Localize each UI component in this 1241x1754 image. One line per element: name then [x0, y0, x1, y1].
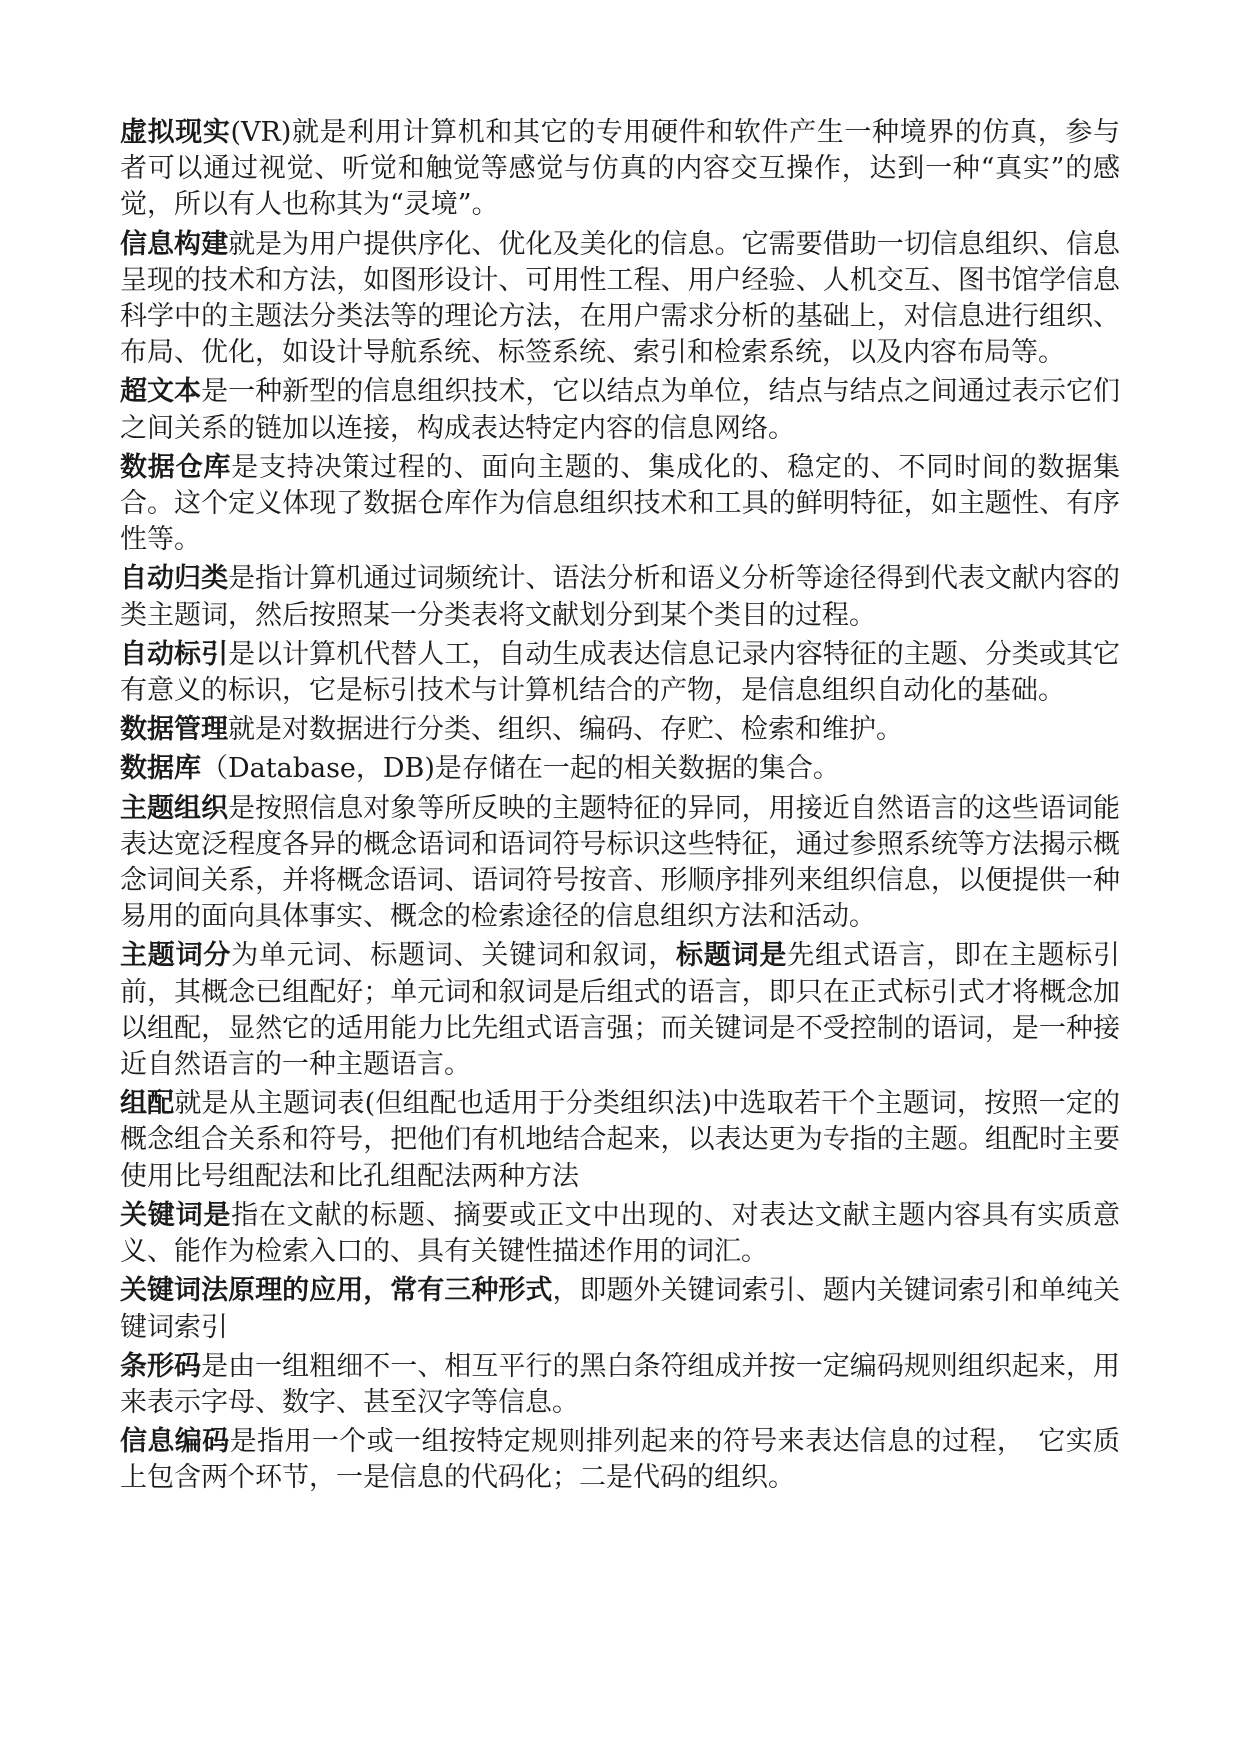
entry-auto-classification	[120, 561, 1120, 633]
term: 数据库	[120, 753, 201, 785]
term: 主题组织	[120, 792, 229, 824]
definition: 就是对数据进行分类、组织、编码、存贮、检索和维护。	[228, 714, 903, 746]
definition: 是一种新型的信息组织技术，它以结点为单位，结点与结点之间通过表示它们之间关系的链加以连接，构成表达特定内容的信息网络。	[120, 376, 1121, 444]
definition: 是按照信息对象等所反映的主题特征的异同，用接近自然语言的这些语词能表达宽泛程度各异的概念语词和语词符号标识这些特征，通过参照系统等方法揭示概念词间关系，并将概念语词、语词符号按音、形顺序排列来组织信息，以便提供一种易用的面向具体事实、概念的检索途径的信息组织方法和活动。	[120, 792, 1121, 933]
entry-subject-organization	[120, 791, 1120, 936]
term: 关键词是	[120, 1199, 232, 1231]
definition: 先组式语言，即在主题标引前，其概念已组配好；单元词和叙词是后组式的语言，即只在正式标引式才将概念加以组配，显然它的适用能力比先组式语言强；而关键词是不受控制的语词，是一种接近自然语言的一种主题语言。	[120, 940, 1121, 1081]
term: 虚拟现实	[120, 117, 231, 148]
definition: ，即题外关键词索引、题内关键词索引和单纯关键词索引	[120, 1275, 1121, 1343]
definition: 指在文献的标题、摘要或正文中出现的、对表达文献主题内容具有实质意义、能作为检索入口的、具有关键性描述作用的词汇。	[120, 1199, 1121, 1268]
term: 信息编码	[120, 1426, 230, 1458]
definition: 就是为用户提供序化、优化及美化的信息。它需要借助一切信息组织、信息呈现的技术和方法，如图形设计、可用性工程、用户经验、人机交互、图书馆学信息科学中的主题法分类法等的理论方法，在用户需求分析的基础上，对信息进行组织、布局、优化，如设计导航系统、标签系统、索引和检索系统，以及内容布局等。	[120, 228, 1121, 369]
entry-database	[120, 751, 1120, 787]
entry-data-warehouse	[120, 450, 1120, 559]
term: 主题词分	[120, 940, 232, 972]
term: 信息构建	[120, 228, 229, 260]
definition: 是由一组粗细不一、相互平行的黑白条符组成并按一定编码规则组织起来，用来表示字母、数字、甚至汉字等信息。	[120, 1350, 1121, 1418]
term: 条形码	[120, 1350, 202, 1382]
term: 自动标引	[120, 638, 229, 670]
entry-virtual-reality	[120, 115, 1120, 224]
term: 数据仓库	[120, 451, 232, 483]
entry-data-management	[120, 712, 1120, 748]
entry-auto-indexing	[120, 637, 1120, 709]
entry-keyword	[120, 1198, 1120, 1270]
definition: 为单元词、标题词、关键词和叙词，	[231, 940, 677, 972]
term: 标题词是	[676, 940, 788, 972]
entry-keyword-method	[120, 1273, 1120, 1345]
term: 组配	[120, 1088, 175, 1120]
definition: 是以计算机代替人工，自动生成表达信息记录内容特征的主题、分类或其它有意义的标识，它是标引技术与计算机结合的产物，是信息组织自动化的基础。	[120, 638, 1121, 707]
document-page	[120, 115, 1120, 1500]
definition: 是支持决策过程的、面向主题的、集成化的、稳定的、不同时间的数据集合。这个定义体现了数据仓库作为信息组织技术和工具的鲜明特征，如主题性、有序性等。	[120, 451, 1121, 556]
entry-subject-terms	[120, 938, 1120, 1083]
definition: （Database，DB)是存储在一起的相关数据的集合。	[201, 753, 840, 785]
term: 自动归类	[120, 563, 229, 595]
term: 关键词法原理的应用，常有三种形式	[120, 1275, 553, 1307]
term: 超文本	[120, 376, 202, 408]
definition: 是指计算机通过词频统计、语法分析和语义分析等途径得到代表文献内容的类主题词，然后按照某一分类表将文献划分到某个类目的过程。	[120, 563, 1121, 631]
definition: 就是从主题词表(但组配也适用于分类组织法)中选取若干个主题词，按照一定的概念组合关系和符号，把他们有机地结合起来，以表达更为专指的主题。组配时主要使用比号组配法和比孔组配法两种方法	[120, 1088, 1120, 1192]
entry-coordination	[120, 1086, 1120, 1195]
term: 数据管理	[120, 714, 228, 746]
definition: (VR)就是利用计算机和其它的专用硬件和软件产生一种境界的仿真，参与者可以通过视觉、听觉和触觉等感觉与仿真的内容交互操作，达到一种“真实”的感觉，所以有人也称其为“灵境”。	[120, 117, 1120, 221]
entry-hypertext	[120, 374, 1120, 446]
definition: 是指用一个或一组按特定规则排列起来的符号来表达信息的过程， 它实质上包含两个环节，一是信息的代码化；二是代码的组织。	[120, 1426, 1121, 1494]
entry-information-architecture	[120, 227, 1120, 372]
entry-information-encoding	[120, 1424, 1120, 1496]
entry-barcode	[120, 1349, 1120, 1421]
